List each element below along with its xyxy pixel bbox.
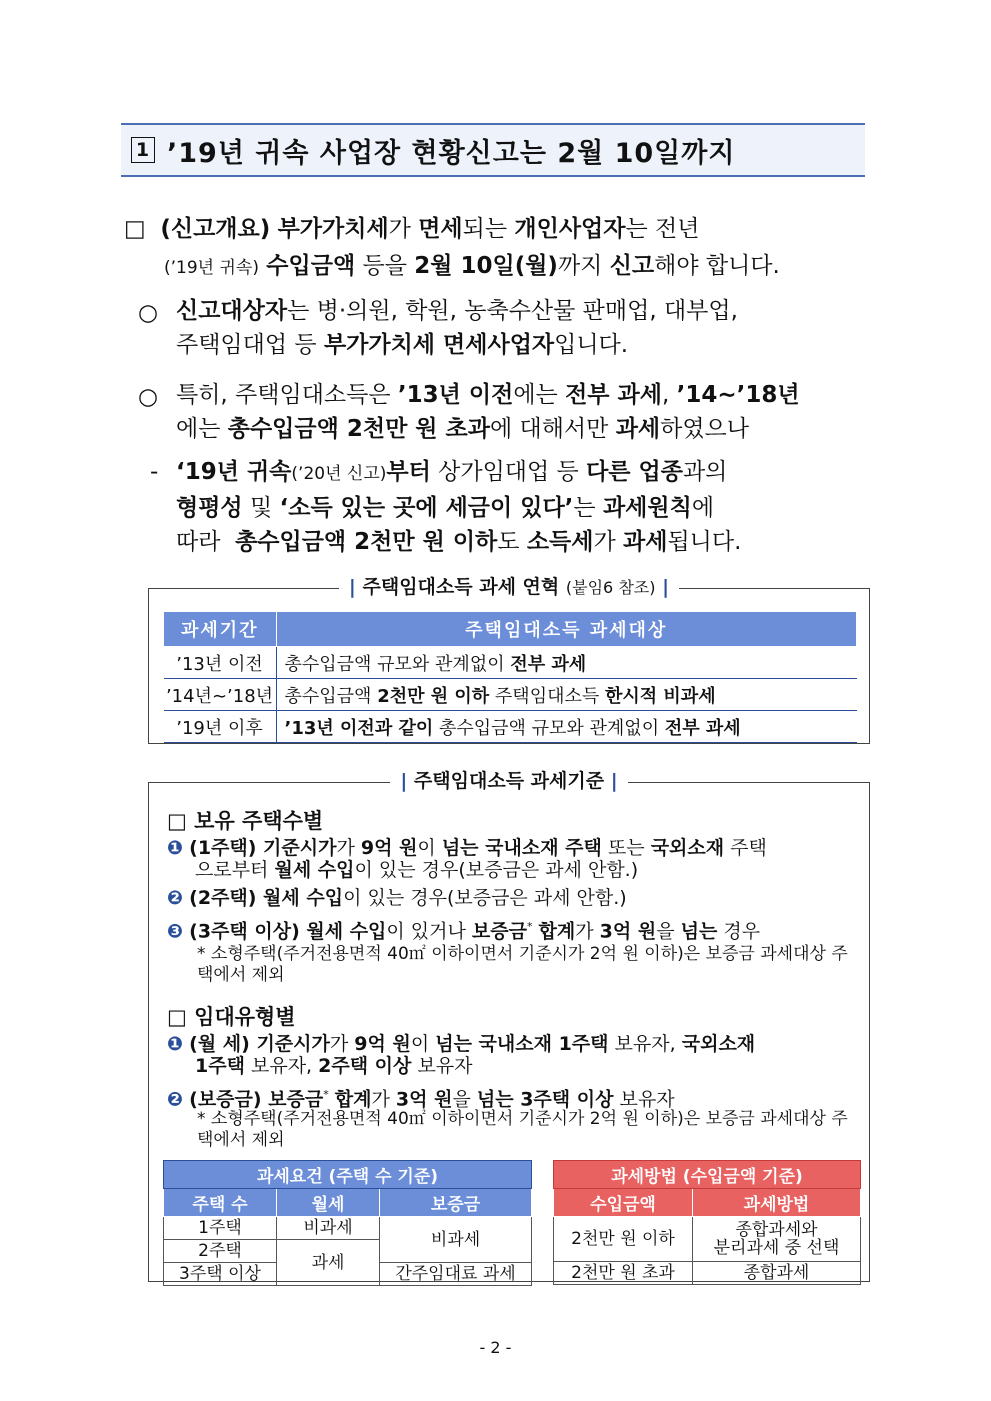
text-run: 과세 [615,416,661,442]
criteria-heading-rental: □ 임대유형별 [167,1005,296,1029]
method-cell: 종합과세 [693,1262,861,1285]
req-cell: 과세 [277,1240,380,1286]
text-run: 또는 [607,837,645,859]
text-run: ‘19년 귀속 [176,459,292,485]
history-title-text: 주택임대소득 과세 연혁 [362,576,560,598]
text-run: , [661,382,670,408]
criteria-note-1: * 소형주택(주거전용면적 40㎡ 이하이면서 기준시가 2억 원 이하)은 보증금 과세대상 주택에서 제외 [197,944,848,985]
req-cell: 비과세 [277,1217,380,1240]
text-run: 전부 과세 [565,382,662,408]
text-run: 주택임대업 등 [176,332,317,358]
target-paragraph [176,294,870,362]
text-run: 총수입금액 2천만 원 초과 [227,416,490,442]
req-cell: 비과세 [380,1217,532,1263]
criteria-item-2 [167,887,857,909]
text-run: 되는 [462,216,508,242]
text-run: 전부 과세 [510,653,587,675]
text-run: 에 [691,495,715,521]
text-run: 을 [656,920,675,943]
number-3-icon: ❸ [167,920,184,943]
req-cell: 간주임대료 과세 [380,1263,532,1286]
text-run: 3억 원 [599,920,657,943]
text-run: 는 병·의원, 학원, 농축수산물 판매업, 대부업, [287,298,738,324]
text-run: 보유자 [417,1055,473,1077]
text-run: 넘는 국내소재 주택 [441,837,602,859]
text-run: 1주택 [195,1055,245,1077]
criteria-heading-houses: □ 보유 주택수별 [167,809,324,833]
text-run: (’19년 귀속) [164,258,259,278]
text-run: 총수입금액 2천만 원 이하 [235,529,498,555]
text-run: 과세원칙 [602,495,692,521]
text-run: 신고대상자 [176,298,288,324]
text-run: 입니다. [554,332,629,358]
dash-paragraph [176,455,870,559]
text-run: 따라 [176,529,221,555]
text-run: 가 [388,216,411,242]
text-run: 이 [417,837,436,859]
square-bullet-icon: □ [124,216,146,242]
table-row [164,711,857,743]
page-number: - 2 - [479,1338,512,1357]
text-run: 보증금 [471,920,527,943]
text-run: 한시적 비과세 [604,685,716,707]
text-run: 9억 원 [354,1033,411,1055]
text-run: 부터 [386,459,431,485]
criteria-item-3 [167,916,857,942]
text-run: 가 [329,1033,349,1055]
text-run: (보증금) 보증금 [189,1088,324,1111]
text-run: 월세 수입 [274,859,355,881]
text-run: 을 [452,1088,471,1111]
method-header-income: 수입금액 [554,1189,693,1217]
text-run: 전부 과세 [664,717,741,739]
overview-paragraph [124,211,870,287]
table-row [164,647,857,679]
number-2-icon: ❷ [167,887,184,909]
method-table [553,1160,861,1285]
text-run: (’20년 신고) [291,464,387,484]
requirements-table [163,1160,532,1286]
text-run: 가 [336,837,355,859]
text-run: 주택 [730,837,767,859]
req-cell: 3주택 이상 [164,1263,277,1286]
method-header-method: 과세방법 [693,1189,861,1217]
overview-head: (신고개요) [160,216,271,242]
criteria-title-text: 주택임대소득 과세기준 [413,770,605,792]
text-run: 넘는 국내소재 1주택 [435,1033,609,1055]
req-header-deposit: 보증금 [380,1189,532,1217]
text-run: 총수입금액 규모와 관계없이 [284,653,505,675]
text-run: 으로부터 [195,859,269,881]
criteria-item-5 [167,1084,857,1110]
text-run: 부가가치세 [277,216,389,242]
text-run: 해야 합니다. [654,253,780,279]
text-run: 과세 [623,529,668,555]
text-run: 가 [371,1088,390,1111]
method-cell: 2천만 원 초과 [554,1262,693,1285]
text-run: 보유자, [614,1033,676,1055]
text-run: (3주택 이상) 월세 수입 [189,920,387,943]
table-row [164,679,857,711]
text-run: * [526,920,533,933]
text-run: 3억 원 [395,1088,453,1111]
history-period: ’14년∼’18년 [164,679,277,711]
text-run: 개인사업자 [514,216,626,242]
criteria-note-2: * 소형주택(주거전용면적 40㎡ 이하이면서 기준시가 2억 원 이하)은 보증금 과세대상 주택에서 제외 [197,1109,848,1150]
table-row [554,1262,861,1285]
text-run: 분리과세 중 선택 [713,1238,840,1258]
req-cell: 2주택 [164,1240,277,1263]
table-row [164,1217,532,1240]
text-run: 소득세 [526,529,594,555]
text-run: 가 [593,529,616,555]
text-run: (2주택) 월세 수입 [189,887,344,909]
history-box-title: | 주택임대소득 과세 연혁 (붙임6 참조) | [149,575,869,600]
special-paragraph [176,378,870,446]
text-run: 됩니다. [667,529,742,555]
section-number: 1 [131,137,155,163]
history-desc [276,647,857,679]
criteria-item-1 [167,837,857,881]
text-run: 이 있는 경우(보증금은 과세 안함.) [343,887,627,909]
text-run: 이 [410,1033,430,1055]
text-run: 에는 [513,382,558,408]
text-run: 상가임대업 등 [438,459,579,485]
text-run: ’14∼’18년 [676,382,800,408]
text-run: 국외소재 [681,1033,756,1055]
text-run: 에는 [176,416,221,442]
req-cell: 1주택 [164,1217,277,1240]
number-1-icon: ❶ [167,837,184,859]
dash-bullet-icon: - [150,459,159,485]
method-caption: 과세방법 (수입금액 기준) [554,1161,861,1189]
history-note: (붙임6 참조) [565,578,656,597]
text-run: 면세 [418,216,463,242]
text-run: 형평성 [176,495,243,521]
text-run: 과의 [682,459,728,485]
text-run: 는 전년 [625,216,700,242]
text-run: 종합과세와 [735,1220,818,1240]
text-run: 하였으나 [660,416,749,442]
text-run: 수입금액 [266,253,356,279]
text-run: 등을 [362,253,407,279]
text-run: 에 대해서만 [489,416,609,442]
text-run: 경우 [723,920,761,943]
text-run: 다른 업종 [586,459,683,485]
history-desc [276,711,857,743]
text-run: 주택임대소득 [494,685,600,707]
history-period: ’13년 이전 [164,647,277,679]
criteria-box-title: | 주택임대소득 과세기준 | [149,769,869,793]
text-run: 보유자, [250,1055,313,1077]
criteria-box [148,770,870,1284]
text-run: ’13년 이전과 같이 [284,717,434,739]
text-run: ’13년 이전 [397,382,514,408]
circle-bullet-icon: ○ [138,300,159,326]
section-title [121,123,865,177]
history-header-target: 주택임대소득 과세대상 [276,612,857,647]
section-title-text: ’19년 귀속 사업장 현황신고는 2월 10일까지 [167,137,736,169]
text-run: 가 [575,920,594,943]
text-run: 및 [249,495,273,521]
history-table [163,611,857,743]
text-run: * [323,1088,329,1101]
history-header-period: 과세기간 [164,612,277,647]
number-2-icon: ❷ [167,1088,184,1111]
history-desc [276,679,857,711]
text-run: ‘소득 있는 곳에 세금이 있다’ [279,495,574,521]
table-row [554,1217,861,1262]
text-run: 2월 10일(월) [414,253,558,279]
text-run: 총수입금액 규모와 관계없이 [438,717,660,739]
text-run: (월 세) 기준시가 [189,1033,330,1055]
text-run: 합계 [334,1088,372,1111]
text-run: 는 [573,495,596,521]
text-run: 넘는 [680,920,718,943]
text-run: 2주택 이상 [318,1055,412,1077]
text-run: 9억 원 [360,837,418,859]
text-run: 까지 [557,253,603,279]
text-run: 부가가치세 면세사업자 [323,332,555,358]
history-box [148,576,870,744]
text-run: 도 [497,529,520,555]
text-run: 합계 [538,920,576,943]
text-run: 국외소재 [650,837,725,859]
text-run: 이 있거나 [386,920,466,943]
text-run: 이 있는 경우(보증금은 과세 안함.) [354,859,639,881]
text-run: 보유자 [619,1088,675,1111]
text-run: 특히, 주택임대소득은 [176,382,391,408]
text-run: 2천만 원 이하 [377,685,490,707]
requirements-caption: 과세요건 (주택 수 기준) [164,1161,532,1189]
req-header-houses: 주택 수 [164,1189,277,1217]
text-run: 넘는 3주택 이상 [476,1088,614,1111]
circle-bullet-icon: ○ [138,384,159,410]
number-1-icon: ❶ [167,1033,184,1055]
method-cell [693,1217,861,1262]
text-run: (1주택) 기준시가 [189,837,337,859]
method-cell: 2천만 원 이하 [554,1217,693,1262]
history-period: ’19년 이후 [164,711,277,743]
text-run: 신고 [609,253,655,279]
text-run: 총수입금액 [284,685,372,707]
criteria-item-4 [167,1033,857,1077]
req-header-monthly: 월세 [277,1189,380,1217]
